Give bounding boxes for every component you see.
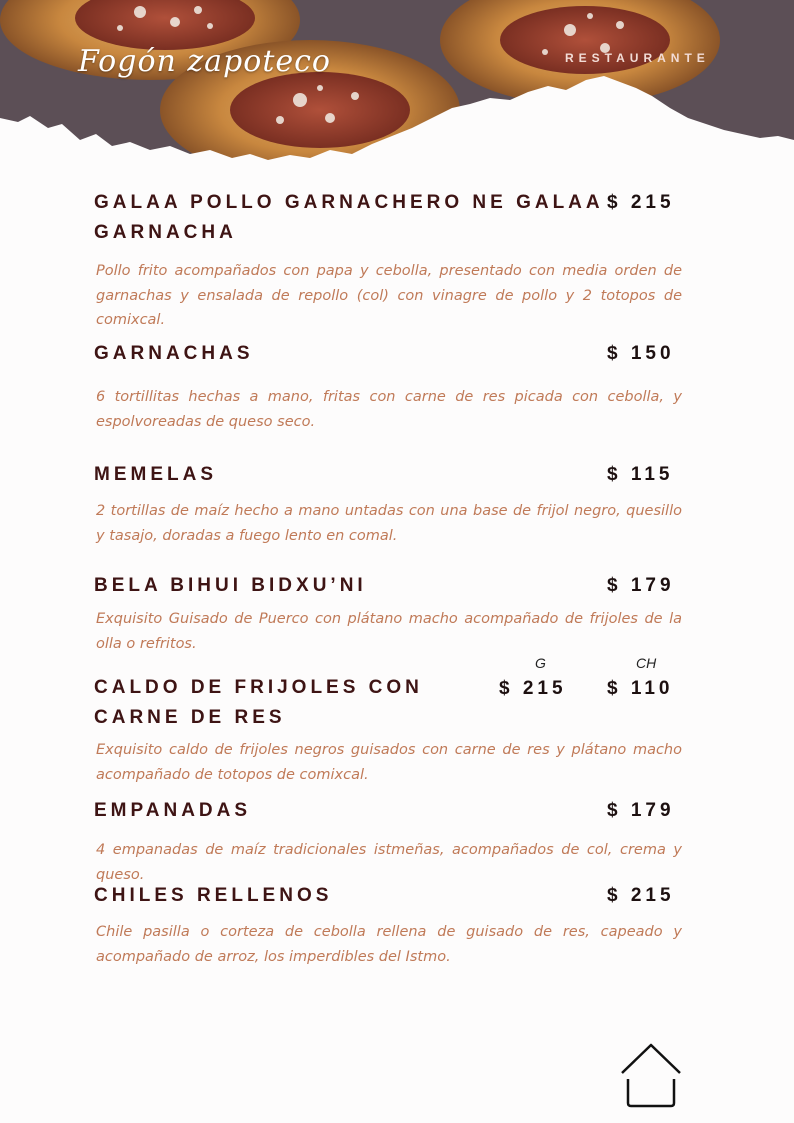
item-title: EMPANADAS <box>94 800 252 821</box>
brand-name: Fogón zapoteco <box>78 44 331 79</box>
item-description: Exquisito caldo de frijoles negros guisados con carne de res y plátano macho acompañado de totopos de comixcal. <box>96 742 682 783</box>
item-price: $ 179 <box>607 800 675 821</box>
item-description: Pollo frito acompañados con papa y cebolla, presentado con media orden de garnachas y ensalada de repollo (col) con vinagre de pollo y 2 totopos de comixcal. <box>96 263 682 328</box>
food-photo <box>0 0 794 170</box>
item-title: BELA BIHUI BIDXU’NI <box>94 575 367 596</box>
item-description: Chile pasilla o corteza de cebolla rellena de guisado de res, capeado y acompañado de arroz, los imperdibles del Istmo. <box>96 924 682 965</box>
item-title: GARNACHAS <box>94 343 254 364</box>
item-price: $ 215 <box>607 885 675 906</box>
item-title: CALDO DE FRIJOLES CON <box>94 677 423 698</box>
item-price-small: $ 110 <box>607 678 674 699</box>
item-description: 2 tortillas de maíz hecho a mano untadas con una base de frijol negro, quesillo y tasajo, doradas a fuego lento en comal. <box>96 503 682 544</box>
item-description: Exquisito Guisado de Puerco con plátano macho acompañado de frijoles de la olla o refritos. <box>96 611 682 652</box>
item-title-line-2: CARNE DE RES <box>94 707 286 728</box>
home-icon[interactable] <box>619 1043 683 1113</box>
tagline: RESTAURANTE <box>565 51 710 65</box>
item-title: CHILES RELLENOS <box>94 885 333 906</box>
item-price: $ 115 <box>607 464 674 485</box>
size-label-large: G <box>535 655 546 671</box>
item-description: 4 empanadas de maíz tradicionales istmeñas, acompañados de col, crema y queso. <box>96 842 682 883</box>
item-price-large: $ 215 <box>499 678 567 699</box>
item-title: GALAA POLLO GARNACHERO NE GALAA <box>94 192 604 213</box>
item-title: MEMELAS <box>94 464 217 485</box>
item-description: 6 tortillitas hechas a mano, fritas con carne de res picada con cebolla, y espolvoreadas de queso seco. <box>96 389 682 430</box>
header-banner <box>0 0 794 170</box>
size-label-small: CH <box>636 655 657 671</box>
item-price: $ 215 <box>607 192 675 213</box>
item-price: $ 150 <box>607 343 675 364</box>
item-title-line-2: GARNACHA <box>94 222 237 243</box>
item-price: $ 179 <box>607 575 675 596</box>
